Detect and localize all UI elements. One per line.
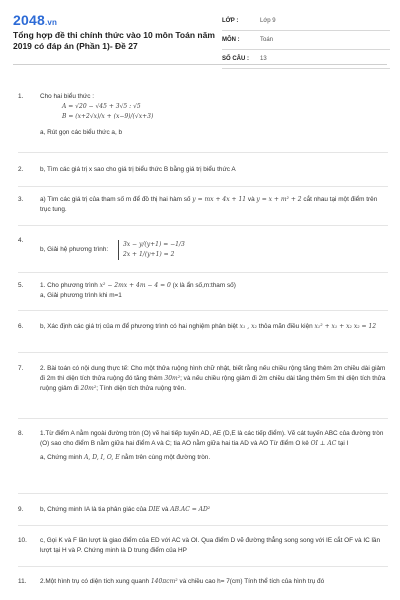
meta-row-count: SỐ CÂU : 13 (222, 50, 390, 69)
divider (18, 493, 388, 494)
divider (18, 272, 388, 273)
meta-table (222, 12, 390, 69)
page-title: Tổng hợp đề thi chính thức vào 10 môn Toán năm 2019 có đáp án (Phần 1)- Đề 27 (13, 30, 215, 51)
header (0, 0, 400, 62)
equation-system: 3x − y/(y+1) = −1/3 2x + 1/(y+1) = 2 (118, 240, 185, 260)
divider (18, 566, 388, 567)
header-divider (13, 64, 387, 65)
meta-row-subject: MÔN : Toán (222, 31, 390, 50)
divider (18, 352, 388, 353)
divider (18, 186, 388, 187)
site-logo[interactable]: 2048.vn (13, 12, 58, 28)
divider (18, 418, 388, 419)
divider (18, 152, 388, 153)
divider (18, 525, 388, 526)
divider (18, 225, 388, 226)
meta-row-class: LỚP : Lớp 9 (222, 12, 390, 31)
divider (18, 310, 388, 311)
